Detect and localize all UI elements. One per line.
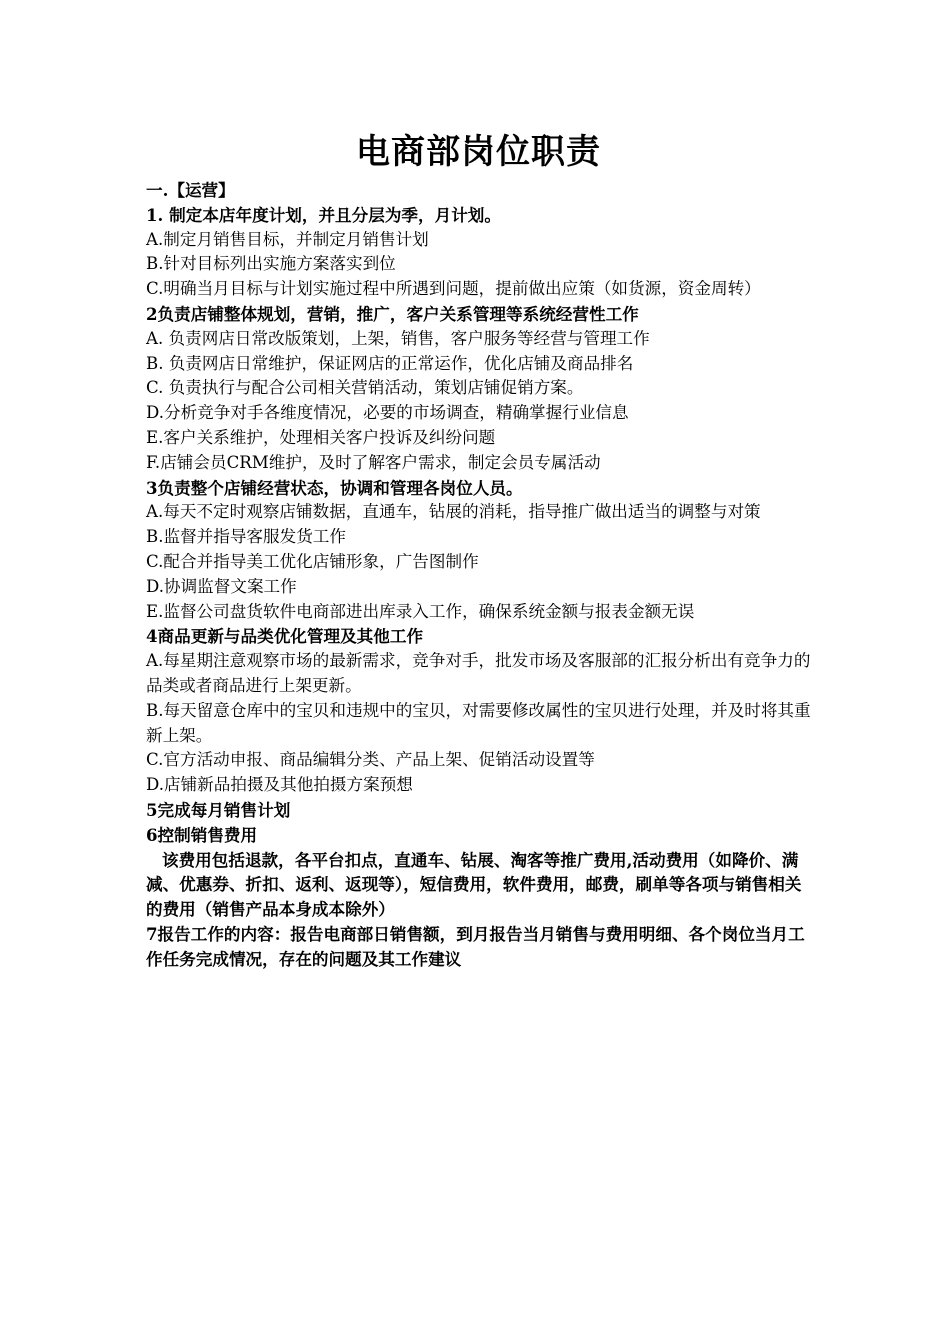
item-text: F.店铺会员CRM维护，及时了解客户需求，制定会员专属活动: [146, 452, 601, 472]
document-body: [146, 203, 811, 972]
document-title: 电商部岗位职责: [356, 132, 601, 172]
item-heading: 2负责店铺整体规划，营销，推广，客户关系管理等系统经营性工作: [146, 303, 639, 324]
item-text: E.客户关系维护，处理相关客户投诉及纠纷问题: [146, 427, 496, 447]
item-heading: 7报告工作的内容：报告电商部日销售额，到月报告当月销售与费用明细、各个岗位当月工作任务完成情况，存在的问题及其工作建议: [146, 923, 805, 969]
item-heading: 5完成每月销售计划: [146, 799, 291, 820]
item-heading: 3负责整个店铺经营状态，协调和管理各岗位人员。: [146, 477, 523, 498]
section-heading: 一.【运营】: [146, 180, 235, 200]
item-text: C.官方活动申报、商品编辑分类、产品上架、促销活动设置等: [146, 750, 595, 770]
item-text: C.配合并指导美工优化店铺形象，广告图制作: [146, 551, 479, 571]
item-text: D.店铺新品拍摄及其他拍摄方案预想: [146, 775, 413, 795]
item-heading: 4商品更新与品类优化管理及其他工作: [146, 626, 424, 647]
item-text: A.每天不定时观察店铺数据，直通车，钻展的消耗，指导推广做出适当的调整与对策: [146, 502, 761, 522]
item-text: B.针对目标列出实施方案落实到位: [146, 254, 396, 274]
item-heading: 6控制销售费用: [146, 824, 258, 845]
item-heading: 该费用包括退款，各平台扣点，直通车、钻展、淘客等推广费用,活动费用（如降价、满减、优惠券、折扣、返利、返现等），短信费用，软件费用，邮费，刷单等各项与销售相关的费用（销售产品本身成本除外）: [146, 849, 802, 920]
item-text: C. 负责执行与配合公司相关营销活动，策划店铺促销方案。: [146, 378, 584, 398]
item-text: B.每天留意仓库中的宝贝和违规中的宝贝，对需要修改属性的宝贝进行处理，并及时将其重新上架。: [146, 700, 811, 745]
document-page: [146, 128, 811, 972]
item-text: A.制定月销售目标，并制定月销售计划: [146, 229, 429, 249]
item-text: B.监督并指导客服发货工作: [146, 527, 346, 547]
item-text: E.监督公司盘货软件电商部进出库录入工作，确保系统金额与报表金额无误: [146, 601, 695, 621]
item-text: D.分析竞争对手各维度情况，必要的市场调查，精确掌握行业信息: [146, 403, 629, 423]
item-text: C.明确当月目标与计划实施过程中所遇到问题，提前做出应策（如货源，资金周转）: [146, 279, 761, 299]
item-text: A.每星期注意观察市场的最新需求，竞争对手，批发市场及客服部的汇报分析出有竞争力的品类或者商品进行上架更新。: [146, 651, 811, 695]
item-text: D.协调监督文案工作: [146, 576, 297, 596]
item-text: A. 负责网店日常改版策划，上架，销售，客户服务等经营与管理工作: [146, 328, 650, 348]
item-heading: 1. 制定本店年度计划，并且分层为季，月计划。: [146, 204, 501, 225]
item-text: B. 负责网店日常维护，保证网店的正常运作，优化店铺及商品排名: [146, 353, 634, 373]
